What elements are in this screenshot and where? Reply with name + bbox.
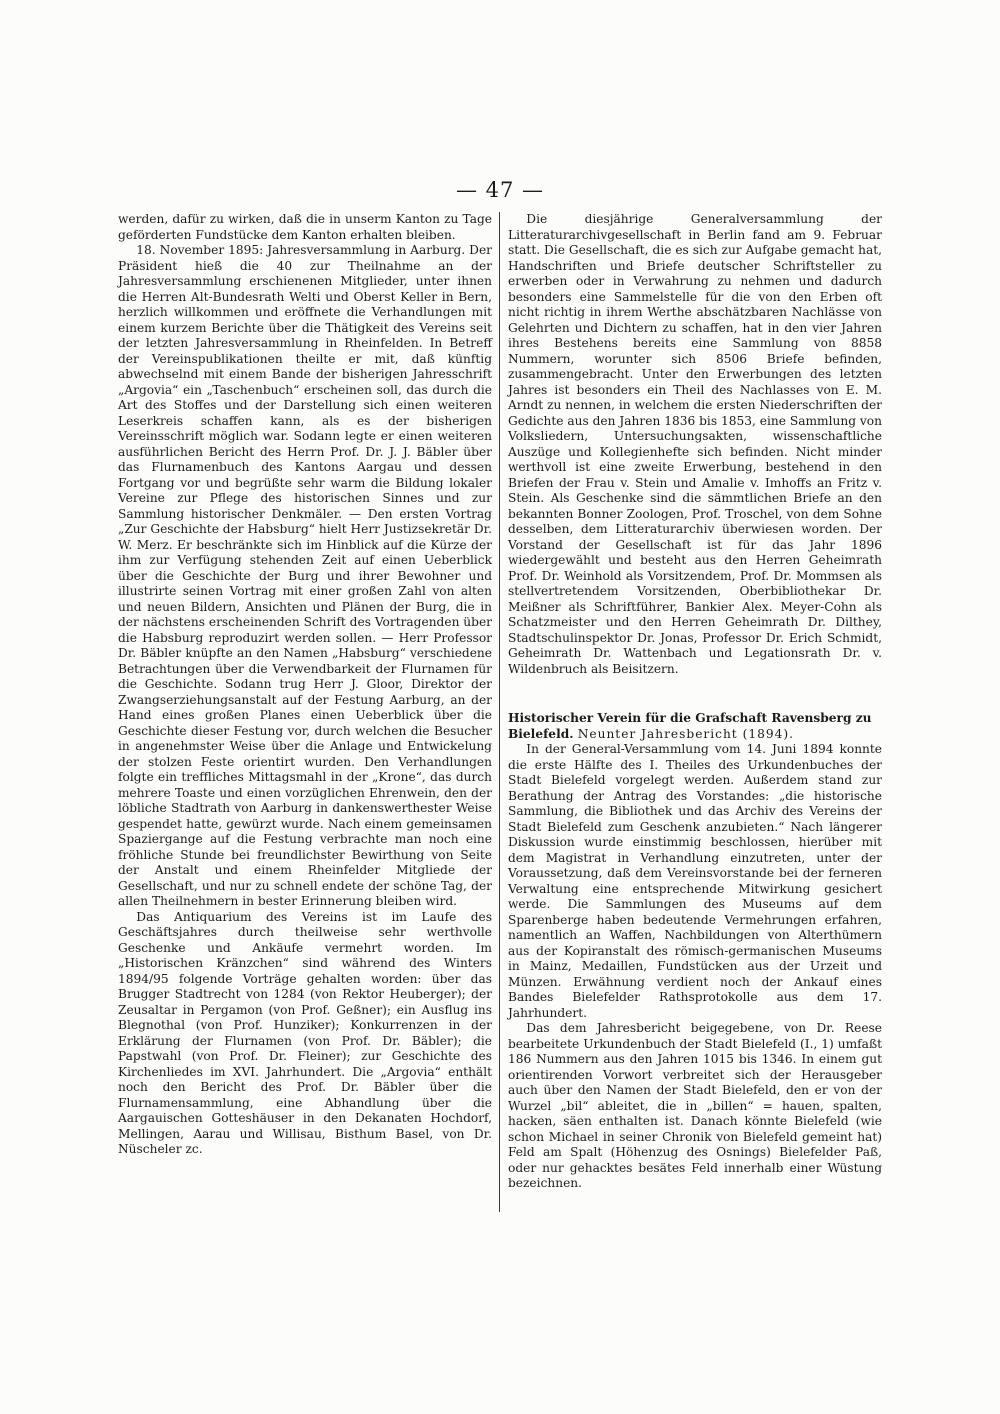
page-number: — 47 — <box>455 178 545 202</box>
section-heading-subtitle: Neunter Jahresbericht (1894). <box>577 726 794 741</box>
right-paragraph-2: In der General-Versammlung vom 14. Juni 1894 konnte die erste Hälfte des I. Theiles des Urkundenbuches der Stadt Bielefeld vorgelegt werden. Außerdem stand zur Berathung der Antrag des Vorstandes: „die historische Sammlung, die Bibliothek und das Archiv des Vereins der Stadt Bielefeld zum Geschenk anzubieten.“ Nach längerer Diskussion wurde einstimmig beschlossen, hierüber mit dem Magistrat in Verhandlung einzutreten, unter der Voraussetzung, daß dem Vereinsvorstande bei der ferneren Verwaltung eine entsprechende Mitwirkung gesichert werde. Die Sammlungen des Museums auf dem Sparenberge haben bedeutende Vermehrungen erfahren, namentlich an Waffen, Nachbildungen von Alterthümern aus der Kopiranstalt des römisch-germanischen Museums in Mainz, Medaillen, Fundstücken aus der Urzeit und Münzen. Erwähnung verdient noch der Ankauf eines Bandes Bielefelder Rathsprotokolle aus dem 17. Jahrhundert. <box>508 742 882 1020</box>
right-paragraph-3: Das dem Jahresbericht beigegebene, von Dr. Reese bearbeitete Urkundenbuch der Stadt Bielefeld (I., 1) umfaßt 186 Nummern aus den Jahren 1015 bis 1346. In einem gut orientirenden Vorwort verbreitet sich der Herausgeber auch über den Namen der Stadt Bielefeld, den er von der Wurzel „bil“ ableitet, die in „billen“ = hauen, spalten, hacken, säen enthalten ist. Danach könnte Bielefeld (wie schon Michael in seiner Chronik von Bielefeld gemeint hat) Feld am Spalt (Höhenzug des Osnings) Bielefelder Paß, oder nur gehacktes besätes Feld innerhalb einer Wüstung bezeichnen. <box>508 1021 882 1190</box>
left-paragraph-2: 18. November 1895: Jahresversammlung in Aarburg. Der Präsident hieß die 40 zur Theilnahme an der Jahresversammlung erschienenen Mitglieder, unter ihnen die Herren Alt-Bundesrath Welti und Oberst Keller in Bern, herzlich willkommen und eröffnete die Verhandlungen mit einem kurzem Berichte über die Thätigkeit des Vereins seit der letzten Jahresversammlung in Rheinfelden. In Betreff der Vereinspublikationen theilte er mit, daß künftig abwechselnd mit einem Bande der bisherigen Jahresschrift „Argovia“ ein „Taschenbuch“ erscheinen soll, das durch die Art des Stoffes und der Darstellung sich einen weiteren Leserkreis schaffen kann, als es der bisherigen Vereinsschrift möglich war. Sodann legte er einen weiteren ausführlichen Bericht des Herrn Prof. Dr. J. J. Bäbler über das Flurnamenbuch des Kantons Aargau und dessen Fortgang vor und begrüßte sehr warm die Bildung lokaler Vereine zur Pflege des historischen Sinnes und zur Sammlung historischer Denkmäler. — Den ersten Vortrag „Zur Geschichte der Habsburg“ hielt Herr Justizsekretär Dr. W. Merz. Er beschränkte sich im Hinblick auf die Kürze der ihm zur Verfügung stehenden Zeit auf einen Ueberblick über die Geschichte der Burg und ihrer Bewohner und illustrirte seinen Vortrag mit einer großen Zahl von alten und neuen Bildern, Ansichten und Plänen der Burg, die in der nächstens erscheinenden Schrift des Vortragenden über die Habsburg reproduzirt werden sollen. — Herr Professor Dr. Bäbler knüpfte an den Namen „Habsburg“ verschiedene Betrachtungen über die Verwendbarkeit der Flurnamen für die Geschichte. Sodann trug Herr J. Gloor, Direktor der Zwangserziehungsanstalt auf der Festung Aarburg, an der Hand eines großen Planes einen Ueberblick über die Geschichte dieser Festung vor, durch welchen die Besucher in angenehmster Weise über die Anlage und Entwickelung der stolzen Feste orientirt wurden. Den Verhandlungen folgte ein treffliches Mittagsmahl in der „Krone“, das durch mehrere Toaste und einen vorzüglichen Ehrenwein, den der löbliche Stadtrath von Aarburg in dankenswerthester Weise gespendet hatte, gewürzt wurde. Nach einem gemeinsamen Spaziergange auf die Festung verbrachte man noch eine fröhliche Stunde bei freundlichster Bewirthung von Seite der Anstalt und einem Rheinfelder Mitgliede der Gesellschaft, und nur zu schnell endete der schöne Tag, der allen Theilnehmern in bester Erinnerung bleiben wird. <box>118 243 492 908</box>
left-paragraph-1: werden, dafür zu wirken, daß die in unserm Kanton zu Tage geförderten Fundstücke dem Kanton erhalten bleiben. <box>118 212 492 242</box>
left-column <box>118 212 492 1158</box>
right-paragraph-1: Die diesjährige Generalversammlung der Litteraturarchivgesellschaft in Berlin fand am 9. Februar statt. Die Gesellschaft, die es sich zur Aufgabe gemacht hat, Handschriften und Briefe deutscher Schriftsteller zu erwerben oder in Verwahrung zu nehmen und dadurch besonders eine Sammelstelle für die von den Erben oft nicht richtig in ihrem Werthe abschätzbaren Nachlässe von Gelehrten und Dichtern zu schaffen, hat in den vier Jahren ihres Bestehens bereits eine Sammlung von 8858 Nummern, worunter sich 8506 Briefe befinden, zusammengebracht. Unter den Erwerbungen des letzten Jahres ist besonders ein Theil des Nachlasses von E. M. Arndt zu nennen, in welchem die ersten Niederschriften der Gedichte aus den Jahren 1836 bis 1853, eine Sammlung von Volksliedern, Untersuchungsakten, wissenschaftliche Auszüge und Kollegienhefte sich befinden. Nicht minder werthvoll ist eine zweite Erwerbung, bestehend in den Briefen der Frau v. Stein und Amalie v. Imhoffs an Fritz v. Stein. Als Geschenke sind die sämmtlichen Briefe an den bekannten Bonner Zoologen, Prof. Troschel, von dem Sohne desselben, dem Litteraturarchiv überwiesen worden. Der Vorstand der Gesellschaft ist für das Jahr 1896 wiedergewählt und besteht aus den Herren Geheimrath Prof. Dr. Weinhold als Vorsitzendem, Prof. Dr. Mommsen als stellvertretendem Vorsitzenden, Oberbibliothekar Dr. Meißner als Schriftführer, Bankier Alex. Meyer-Cohn als Schatzmeister und den Herren Geheimrath Dr. Dilthey, Stadtschulinspektor Dr. Jonas, Professor Dr. Erich Schmidt, Geheimrath Dr. Wattenbach und Legationsrath Dr. v. Wildenbruch als Beisitzern. <box>508 212 882 676</box>
section-heading <box>508 711 882 742</box>
section-heading-title: Historischer Verein für die Grafschaft Ravensberg zu Bielefeld. <box>508 711 872 741</box>
left-paragraph-3: Das Antiquarium des Vereins ist im Laufe des Geschäftsjahres durch theilweise sehr werthvolle Geschenke und Ankäufe vermehrt worden. Im „Historischen Kränzchen“ sind während des Winters 1894/95 folgende Vorträge gehalten worden: über das Brugger Stadtrecht von 1284 (von Rektor Heuberger); der Zeusaltar in Pergamon (von Prof. Geßner); ein Ausflug ins Blegnothal (von Prof. Hunziker); Konkurrenzen in der Erklärung der Flurnamen (von Prof. Dr. Bäbler); die Papstwahl (von Prof. Dr. Fleiner); zur Geschichte des Kirchenliedes im XVI. Jahrhundert. Die „Argovia“ enthält noch den Bericht des Prof. Dr. Bäbler über die Flurnamensammlung, eine Abhandlung über die Aargauischen Gotteshäuser in den Dekanaten Hochdorf, Mellingen, Aarau und Willisau, Bisthum Basel, von Dr. Nüscheler zc. <box>118 909 492 1156</box>
column-divider <box>499 212 500 1212</box>
right-column <box>508 212 882 1192</box>
